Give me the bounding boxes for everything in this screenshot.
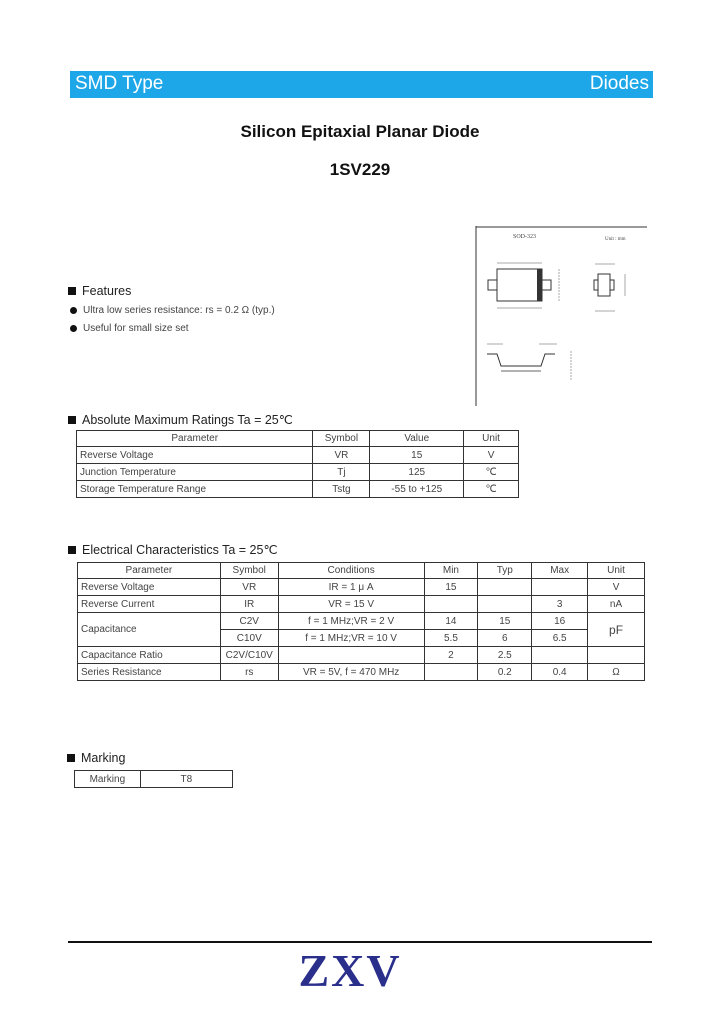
column-header: Min bbox=[424, 563, 478, 579]
square-bullet-icon bbox=[68, 546, 76, 554]
column-header: Max bbox=[532, 563, 588, 579]
square-bullet-icon bbox=[68, 287, 76, 295]
column-header: Parameter bbox=[77, 431, 313, 447]
part-number: 1SV229 bbox=[329, 160, 391, 179]
column-header: Parameter bbox=[78, 563, 221, 579]
header-category: SMD Type bbox=[75, 73, 164, 94]
marking-table bbox=[74, 770, 233, 788]
feature-item: Useful for small size set bbox=[70, 323, 189, 334]
logo-text: ZXV bbox=[298, 948, 402, 992]
feature-item: Ultra low series resistance: rs = 0.2 Ω (typ.) bbox=[70, 305, 275, 316]
column-header: Symbol bbox=[220, 563, 278, 579]
table-row: Storage Temperature Range Tstg -55 to +125 ℃ bbox=[77, 481, 519, 498]
table-row: Marking T8 bbox=[75, 771, 233, 788]
header-bar bbox=[70, 71, 653, 98]
marking-heading: Marking bbox=[67, 751, 125, 765]
table-header-row bbox=[77, 431, 519, 447]
package-outline-drawing bbox=[475, 226, 647, 406]
abs-max-heading: Absolute Maximum Ratings Ta = 25℃ bbox=[68, 412, 293, 427]
features-heading: Features bbox=[68, 284, 131, 298]
table-row: Junction Temperature Tj 125 ℃ bbox=[77, 464, 519, 481]
column-header: Conditions bbox=[278, 563, 424, 579]
electrical-characteristics-table bbox=[77, 562, 645, 681]
column-header: Value bbox=[370, 431, 464, 447]
package-label: SOD-323 bbox=[513, 234, 537, 240]
abs-max-table bbox=[76, 430, 519, 498]
round-bullet-icon bbox=[70, 307, 77, 314]
footer-divider bbox=[68, 941, 652, 943]
unit-label: Unit : mm bbox=[605, 237, 626, 242]
column-header: Symbol bbox=[313, 431, 370, 447]
table-row: Series Resistance rs VR = 5V, f = 470 MHz 0.2 0.4 Ω bbox=[78, 664, 645, 681]
table-row: Capacitance C2V f = 1 MHz;VR = 2 V 14 15 16 pF bbox=[78, 613, 645, 630]
document-title: Silicon Epitaxial Planar Diode bbox=[240, 122, 480, 141]
table-row: Reverse Voltage VR IR = 1 μ A 15 V bbox=[78, 579, 645, 596]
table-row: Capacitance Ratio C2V/C10V 2 2.5 bbox=[78, 647, 645, 664]
company-logo bbox=[286, 948, 414, 992]
column-header: Unit bbox=[464, 431, 519, 447]
round-bullet-icon bbox=[70, 325, 77, 332]
elec-heading: Electrical Characteristics Ta = 25℃ bbox=[68, 542, 277, 557]
table-row: Reverse Current IR VR = 15 V 3 nA bbox=[78, 596, 645, 613]
square-bullet-icon bbox=[67, 754, 75, 762]
square-bullet-icon bbox=[68, 416, 76, 424]
column-header: Typ bbox=[478, 563, 532, 579]
table-row: C10V f = 1 MHz;VR = 10 V 5.5 6 6.5 bbox=[78, 630, 645, 647]
table-header-row bbox=[78, 563, 645, 579]
header-type: Diodes bbox=[589, 73, 649, 94]
table-row: Reverse Voltage VR 15 V bbox=[77, 447, 519, 464]
column-header: Unit bbox=[588, 563, 645, 579]
